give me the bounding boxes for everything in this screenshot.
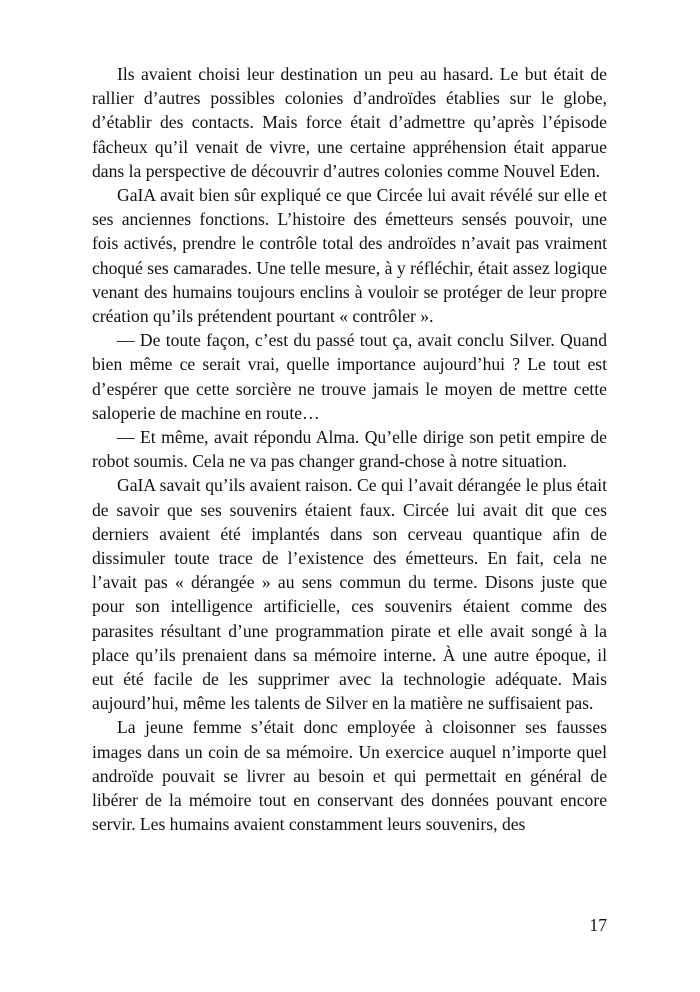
paragraph-silver-dialogue: — De toute façon, c’est du passé tout ça, avait conclu Silver. Quand bien même ce serait vrai, quelle importance aujourd’hui ? Le tout est d’espérer que cette sorcière ne trouve jamais le moyen de mettre cette saloperie de machine en route…	[92, 330, 607, 423]
paragraph-emitters: GaIA avait bien sûr expliqué ce que Circée lui avait révélé sur elle et ses anciennes fonctions. L’histoire des émetteurs sensés pouvoir, une fois activés, prendre le contrôle total des androïdes n’avait pas vraiment choqué ses camarades. Une telle mesure, à y réfléchir, était assez logique venant des humains toujours enclins à vouloir se protéger de leur propre création qu’ils prétendent pourtant « contrôler ».	[92, 185, 607, 327]
paragraph-memory-partition: La jeune femme s’était donc employée à cloisonner ses fausses images dans un coin de sa mémoire. Un exercice auquel n’importe quel androïde pouvait se livrer au besoin et qui permettait en général de libérer de la mémoire tout en conservant des données pouvant encore servir. Les humains avaient constamment leurs souvenirs, des	[92, 717, 607, 835]
paragraph-false-memories: GaIA savait qu’ils avaient raison. Ce qui l’avait dérangée le plus était de savoir que ses souvenirs étaient faux. Circée lui avait dit que ces derniers avaient été implantés dans son cerveau quantique afin de dissimuler toute trace de l’existence des émetteurs. En fait, cela ne l’avait pas « dérangée » au sens commun du terme. Disons juste que pour son intelligence artificielle, ces souvenirs étaient comme des parasites résultant d’une programmation pirate et elle avait songé à la place qu’ils prenaient dans sa mémoire interne. À une autre époque, il eut été facile de les supprimer avec la technologie adéquate. Mais aujourd’hui, même les talents de Silver en la matière ne suffisaient pas.	[92, 475, 607, 714]
paragraph-destination: Ils avaient choisi leur destination un peu au hasard. Le but était de rallier d’autres possibles colonies d’androïdes établies sur le globe, d’établir des contacts. Mais force était d’admettre qu’après l’épisode fâcheux qu’il venait de vivre, une certaine appréhension était apparue dans la perspective de découvrir d’autres colonies comme Nouvel Eden.	[92, 64, 607, 181]
page-number: 17	[589, 915, 607, 935]
paragraph-alma-dialogue: — Et même, avait répondu Alma. Qu’elle dirige son petit empire de robot soumis. Cela ne va pas changer grand-chose à notre situation.	[92, 427, 607, 472]
body-text	[92, 62, 607, 837]
